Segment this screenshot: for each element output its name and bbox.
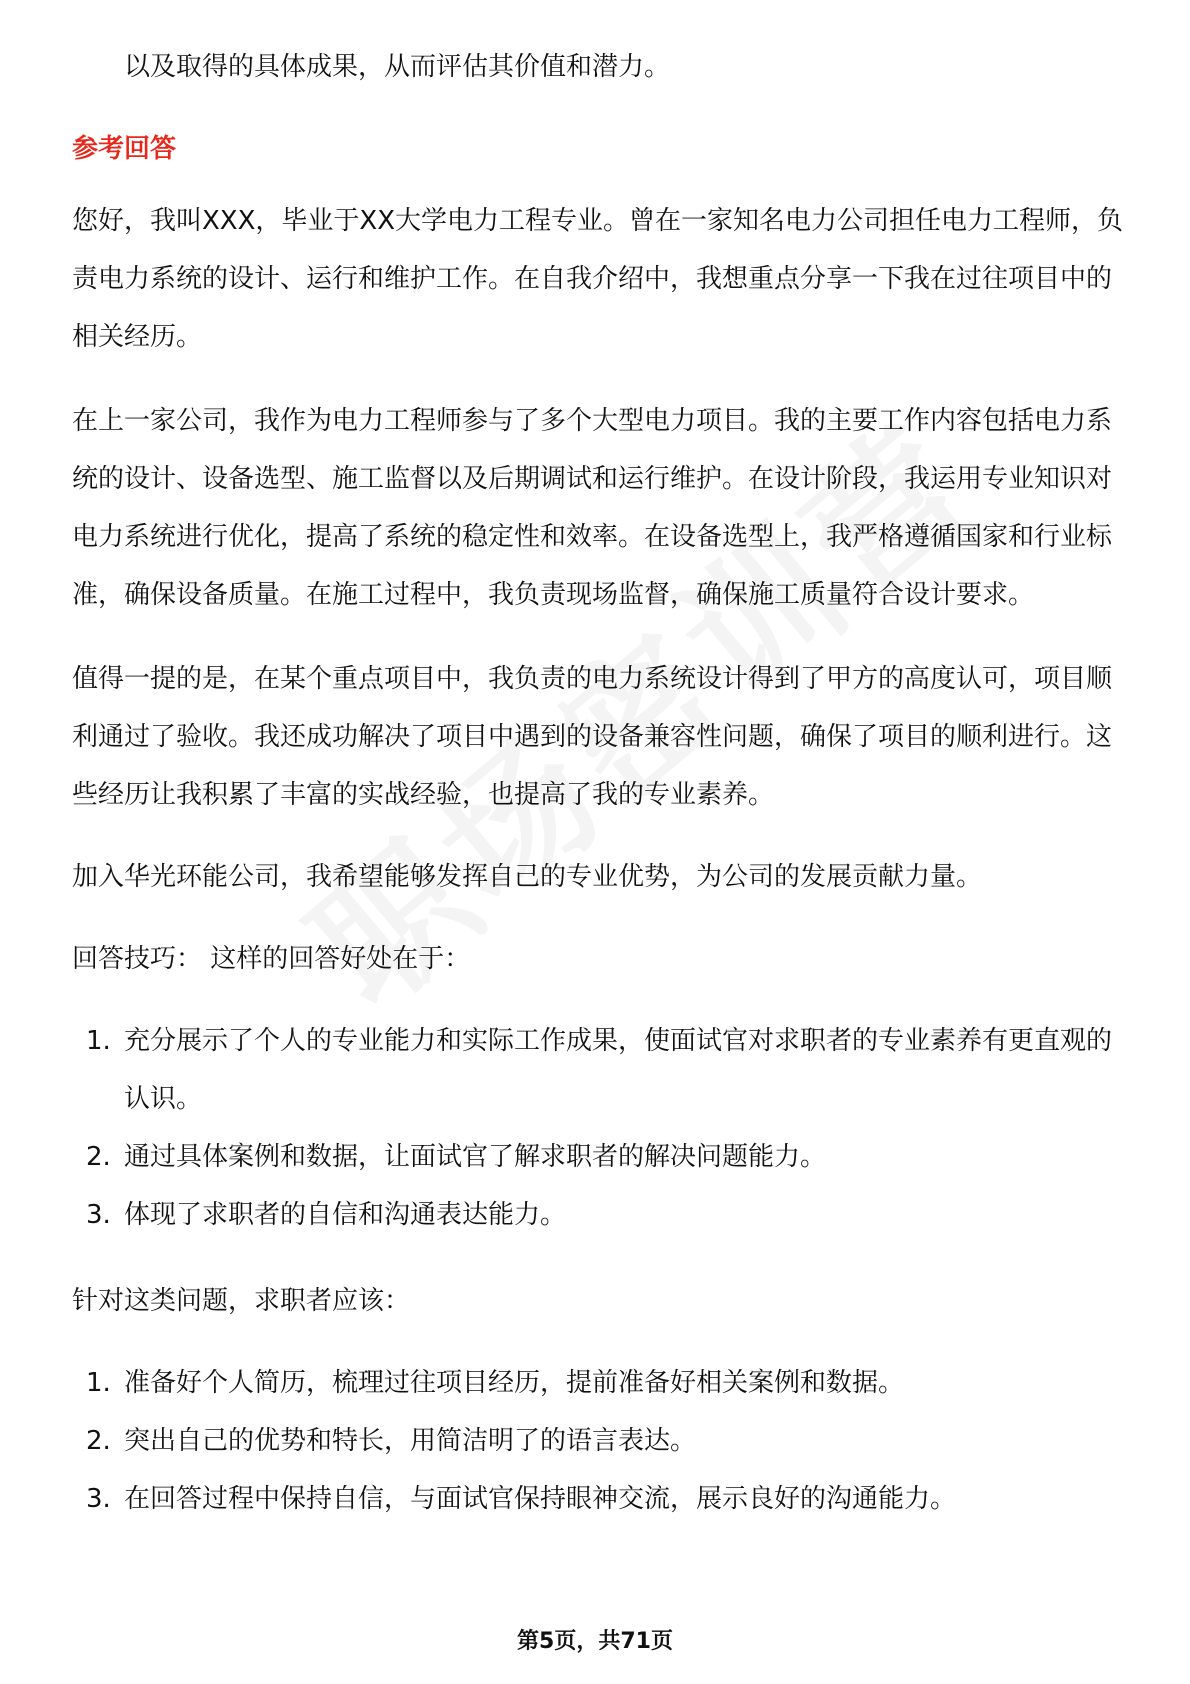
- tips-intro: 回答技巧： 这样的回答好处在于：: [72, 944, 471, 974]
- list-item: [72, 1128, 1132, 1186]
- list-number: 1.: [86, 1368, 111, 1398]
- list-item-text: 在回答过程中保持自信，与面试官保持眼神交流，展示良好的沟通能力。: [124, 1484, 957, 1514]
- list-item: [72, 1470, 1132, 1528]
- list-number: 1.: [86, 1026, 111, 1056]
- section-heading: 参考回答: [72, 134, 177, 164]
- list-item-text: 体现了求职者的自信和沟通表达能力。: [124, 1200, 567, 1230]
- list-item: [72, 1186, 1132, 1244]
- answer-paragraph-2: 在上一家公司，我作为电力工程师参与了多个大型电力项目。我的主要工作内容包括电力系统的设计、设备选型、施工监督以及后期调试和运行维护。在设计阶段，我运用专业知识对电力系统进行优化，提高了系统的稳定性和效率。在设备选型上，我严格遵循国家和行业标准，确保设备质量。在施工过程中，我负责现场监督，确保施工质量符合设计要求。: [72, 406, 1113, 610]
- list-item-text: 准备好个人简历，梳理过往项目经历，提前准备好相关案例和数据。: [124, 1368, 905, 1398]
- list-number: 2.: [86, 1426, 111, 1456]
- answer-paragraph-1: 您好，我叫XXX，毕业于XX大学电力工程专业。曾在一家知名电力公司担任电力工程师，负责电力系统的设计、运行和维护工作。在自我介绍中，我想重点分享一下我在过往项目中的相关经历。: [72, 206, 1124, 352]
- list-item-text: 通过具体案例和数据，让面试官了解求职者的解决问题能力。: [124, 1142, 827, 1172]
- page-content: [72, 38, 1132, 1556]
- list-item: [72, 1354, 1132, 1412]
- answer-paragraph-3: 值得一提的是，在某个重点项目中，我负责的电力系统设计得到了甲方的高度认可，项目顺利通过了验收。我还成功解决了项目中遇到的设备兼容性问题，确保了项目的顺利进行。这些经历让我积累了丰富的实战经验，也提高了我的专业素养。: [72, 664, 1113, 810]
- advice-list: [72, 1354, 1132, 1528]
- continuation-line: 以及取得的具体成果，从而评估其价值和潜力。: [124, 52, 671, 82]
- list-number: 3.: [86, 1200, 111, 1230]
- list-item: [72, 1012, 1132, 1128]
- list-item: [72, 1412, 1132, 1470]
- page-number-footer: 第5页，共71页: [517, 1629, 673, 1654]
- list-number: 3.: [86, 1484, 111, 1514]
- list-item-text: 突出自己的优势和特长，用简洁明了的语言表达。: [124, 1426, 697, 1456]
- answer-paragraph-4: 加入华光环能公司，我希望能够发挥自己的专业优势，为公司的发展贡献力量。: [72, 862, 983, 892]
- list-item-text: 充分展示了个人的专业能力和实际工作成果，使面试官对求职者的专业素养有更直观的认识。: [124, 1026, 1113, 1114]
- tips-list: [72, 1012, 1132, 1244]
- advice-intro: 针对这类问题，求职者应该：: [72, 1286, 411, 1316]
- list-number: 2.: [86, 1142, 111, 1172]
